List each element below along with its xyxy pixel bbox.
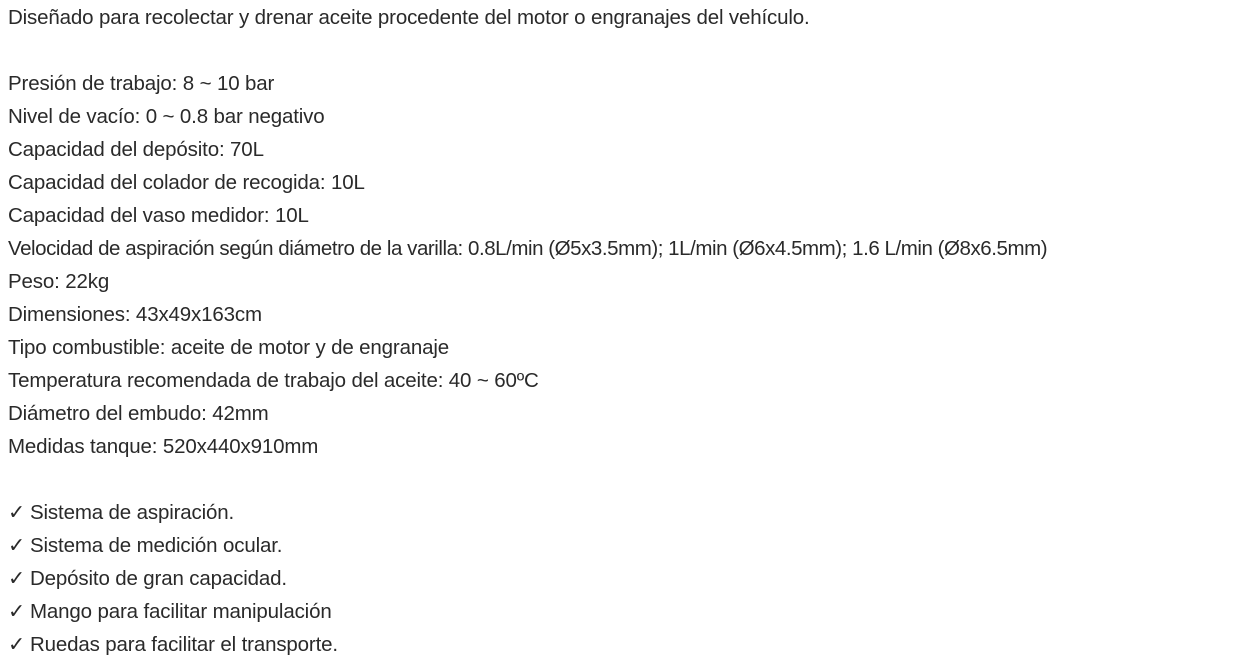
spacer [8, 463, 1245, 496]
checkmark-icon: ✓ [8, 534, 26, 557]
spec-item: Diámetro del embudo: 42mm [8, 402, 269, 425]
product-description [0, 1, 1245, 661]
spec-item: Presión de trabajo: 8 ~ 10 bar [8, 72, 275, 95]
feature-label: Depósito de gran capacidad. [30, 567, 287, 590]
spec-item: Capacidad del colador de recogida: 10L [8, 171, 365, 194]
spec-item: Temperatura recomendada de trabajo del aceite: 40 ~ 60ºC [8, 369, 539, 392]
feature-item [8, 595, 1245, 628]
spacer [8, 34, 1245, 67]
feature-label: Mango para facilitar manipulación [30, 600, 332, 623]
spec-item: Medidas tanque: 520x440x910mm [8, 435, 319, 458]
checkmark-icon: ✓ [8, 633, 26, 656]
spec-list [8, 67, 1245, 463]
feature-list [8, 496, 1245, 661]
spec-item: Nivel de vacío: 0 ~ 0.8 bar negativo [8, 105, 325, 128]
feature-item [8, 628, 1245, 661]
spec-item: Velocidad de aspiración según diámetro de la varilla: 0.8L/min (Ø5x3.5mm); 1L/min (Ø6x4.5mm); 1.6 L/min (Ø8x6.5mm) [8, 237, 1048, 260]
spec-item: Dimensiones: 43x49x163cm [8, 303, 262, 326]
checkmark-icon: ✓ [8, 567, 26, 590]
feature-label: Sistema de aspiración. [30, 501, 235, 524]
spec-item: Capacidad del depósito: 70L [8, 138, 264, 161]
feature-label: Sistema de medición ocular. [30, 534, 283, 557]
feature-item [8, 529, 1245, 562]
checkmark-icon: ✓ [8, 600, 26, 623]
spec-item: Tipo combustible: aceite de motor y de engranaje [8, 336, 450, 359]
checkmark-icon: ✓ [8, 501, 26, 524]
feature-item [8, 562, 1245, 595]
intro-text: Diseñado para recolectar y drenar aceite procedente del motor o engranajes del vehículo. [8, 6, 810, 29]
spec-item: Capacidad del vaso medidor: 10L [8, 204, 309, 227]
spec-item: Peso: 22kg [8, 270, 110, 293]
feature-label: Ruedas para facilitar el transporte. [30, 633, 338, 656]
feature-item [8, 496, 1245, 529]
